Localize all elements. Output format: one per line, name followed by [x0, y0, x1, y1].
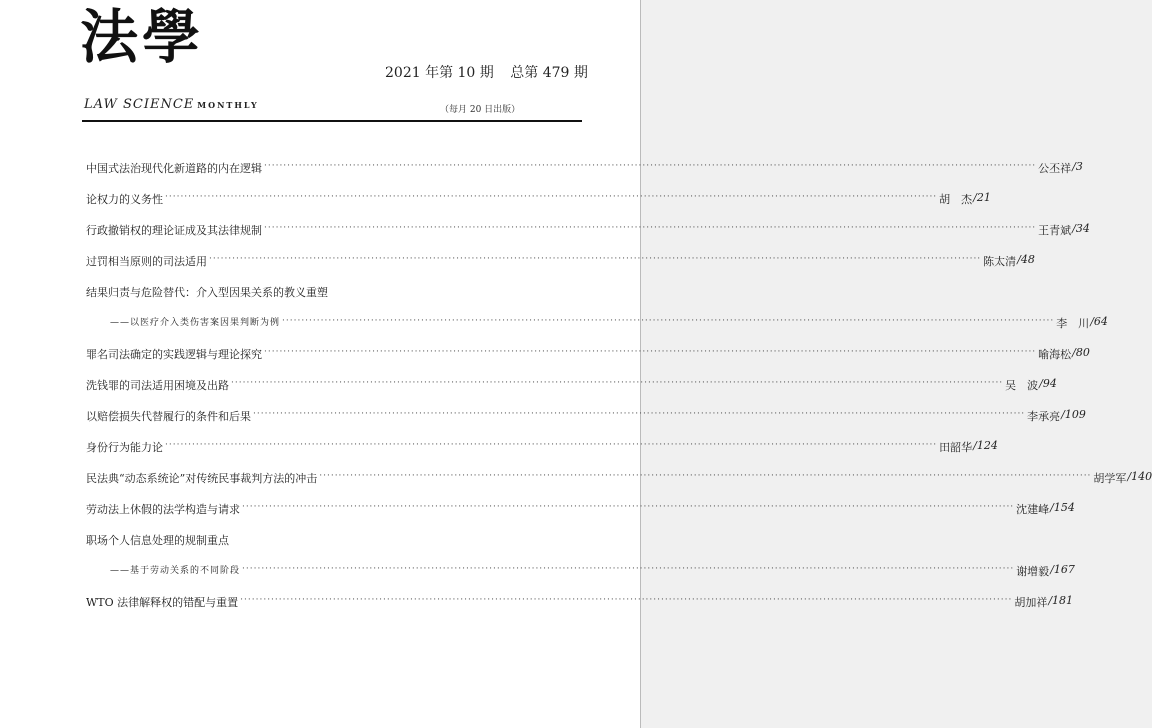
toc-entry-page: /21 — [973, 191, 991, 204]
toc-entry[interactable] — [86, 191, 991, 222]
publication-frequency: （每月 20 日出版） — [440, 105, 521, 115]
toc-entry-title: ——基于劳动关系的不同阶段 — [110, 566, 241, 576]
toc-entry-page: /94 — [1039, 377, 1057, 390]
toc-entry-author: 胡加祥 — [1014, 596, 1048, 609]
dot-leader: ········································································································································································································ — [264, 223, 1037, 233]
toc-entry-page: /3 — [1072, 160, 1083, 173]
dot-leader: ········································································································································································································ — [242, 564, 1015, 574]
toc-entry-title: 罪名司法确定的实践逻辑与理论探究 — [86, 348, 262, 361]
toc-entry-author: 李 川 — [1056, 317, 1090, 330]
toc-entry[interactable] — [86, 346, 1090, 377]
dot-leader: ········································································································································································································ — [264, 161, 1037, 171]
toc-entry-title: 行政撤销权的理论证成及其法律规制 — [86, 224, 262, 237]
dot-leader: ········································································································································································································ — [231, 378, 1004, 388]
toc-entry[interactable] — [86, 594, 1074, 625]
toc-entry-page: /154 — [1050, 501, 1075, 514]
dot-leader: ········································································································································································································ — [319, 471, 1092, 481]
toc-entry-title: 民法典“动态系统论”对传统民事裁判方法的冲击 — [86, 472, 318, 485]
dot-leader: ········································································································································································································ — [253, 409, 1026, 419]
dot-leader: ········································································································································································································ — [165, 192, 938, 202]
total-issue-number: 总第 479 期 — [510, 65, 588, 81]
issue-info — [385, 62, 600, 82]
toc-entry-page: /181 — [1048, 594, 1074, 607]
header-divider — [82, 120, 582, 122]
toc-entry[interactable] — [86, 501, 1075, 532]
toc-entry-author: 胡 杰 — [939, 193, 973, 206]
toc-entry-author: 公丕祥 — [1038, 162, 1072, 175]
toc-entry-author: 田韶华 — [939, 441, 973, 454]
toc-entry-page: /80 — [1072, 346, 1090, 359]
toc-entry-author: 王青斌 — [1038, 224, 1072, 237]
dot-leader: ········································································································································································································ — [282, 316, 1055, 326]
toc-entry-title: ——以医疗介入类伤害案因果判断为例 — [110, 318, 281, 328]
toc-entry-page: /124 — [973, 439, 998, 452]
toc-entry[interactable] — [86, 563, 1075, 594]
dot-leader: ········································································································································································································ — [240, 595, 1013, 605]
toc-entry-page: /140 — [1127, 470, 1152, 483]
toc-entry-title: WTO 法律解释权的错配与重置 — [86, 596, 239, 609]
toc-entry-title: 结果归责与危险替代：介入型因果关系的教义重塑 — [86, 286, 328, 299]
english-title — [84, 97, 259, 112]
toc-entry[interactable] — [86, 222, 1090, 253]
toc-entry[interactable] — [86, 315, 1108, 346]
toc-entry[interactable] — [86, 284, 586, 315]
toc-entry-title: 身份行为能力论 — [86, 441, 163, 454]
dot-leader: ········································································································································································································ — [264, 347, 1037, 357]
toc-entry[interactable] — [86, 160, 1083, 191]
toc-entry[interactable] — [86, 470, 1152, 501]
toc-entry-page: /167 — [1050, 563, 1075, 576]
dot-leader: ········································································································································································································ — [242, 502, 1015, 512]
toc-entry[interactable] — [86, 439, 998, 470]
toc-entry-title: 过罚相当原则的司法适用 — [86, 255, 207, 268]
toc-entry-page: /48 — [1017, 253, 1035, 266]
table-of-contents — [86, 160, 1152, 625]
toc-entry[interactable] — [86, 532, 586, 563]
english-title-main: LAW SCIENCE — [84, 97, 195, 112]
toc-entry-author: 吴 波 — [1005, 379, 1039, 392]
toc-entry[interactable] — [86, 408, 1086, 439]
toc-entry-author: 沈建峰 — [1016, 503, 1050, 516]
toc-entry-author: 李承亮 — [1027, 410, 1061, 423]
toc-entry-page: /34 — [1072, 222, 1090, 235]
english-title-monthly: MONTHLY — [197, 100, 259, 110]
toc-entry-author: 谢增毅 — [1016, 565, 1050, 578]
dot-leader: ········································································································································································································ — [165, 440, 938, 450]
toc-entry-title: 以赔偿损失代替履行的条件和后果 — [86, 410, 251, 423]
toc-entry-title: 中国式法治现代化新道路的内在逻辑 — [86, 162, 262, 175]
toc-entry[interactable] — [86, 377, 1057, 408]
toc-entry-title: 职场个人信息处理的规制重点 — [86, 534, 229, 547]
toc-entry-author: 喻海松 — [1038, 348, 1072, 361]
dot-leader: ········································································································································································································ — [209, 254, 982, 264]
toc-entry-title: 论权力的义务性 — [86, 193, 163, 206]
issue-number: 2021 年第 10 期 — [385, 65, 494, 81]
toc-entry-author: 胡学军 — [1093, 472, 1127, 485]
journal-logo: 法學 — [80, 3, 205, 71]
toc-entry-title: 劳动法上休假的法学构造与请求 — [86, 503, 240, 516]
toc-entry-page: /109 — [1061, 408, 1086, 421]
toc-entry[interactable] — [86, 253, 1035, 284]
toc-entry-page: /64 — [1090, 315, 1108, 328]
toc-entry-author: 陈太清 — [983, 255, 1017, 268]
toc-entry-title: 洗钱罪的司法适用困境及出路 — [86, 379, 229, 392]
